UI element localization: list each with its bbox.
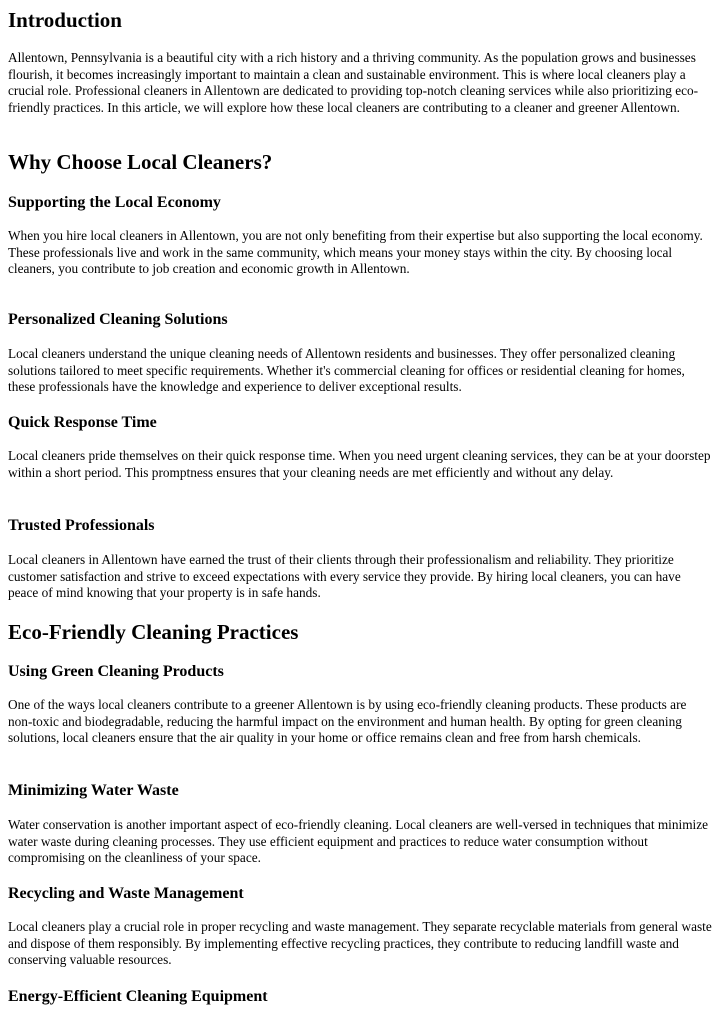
eco-friendly-heading: Eco-Friendly Cleaning Practices: [8, 620, 299, 644]
trusted-paragraph: Local cleaners in Allentown have earned the trust of their clients through their professionalism and reliability. They prioritize customer satisfaction and strive to exceed expectations with every service they provide. By hiring local cleaners, you can have peace of mind knowing that your property is in safe hands.: [8, 552, 681, 601]
economy-heading: Supporting the Local Economy: [8, 194, 221, 211]
intro-paragraph: Allentown, Pennsylvania is a beautiful city with a rich history and a thriving community. As the population grows and businesses flourish, it becomes increasingly important to maintain a clean and sustainable environment. This is where local cleaners play a crucial role. Professional cleaners in Allentown are dedicated to providing top-notch cleaning services while also prioritizing eco-friendly practices. In this article, we will explore how these local cleaners are contributing to a cleaner and greener Allentown.: [8, 50, 699, 116]
water-waste-paragraph: Water conservation is another important aspect of eco-friendly cleaning. Local cleaners are well-versed in techniques that minimize water waste during cleaning processes. They use efficient equipment and practices to reduce water consumption without compromising on the cleanliness of your space.: [8, 817, 709, 866]
energy-equipment-heading: Energy-Efficient Cleaning Equipment: [8, 988, 268, 1005]
quick-response-heading: Quick Response Time: [8, 414, 157, 431]
recycling-heading: Recycling and Waste Management: [8, 885, 244, 902]
quick-response-paragraph: Local cleaners pride themselves on their quick response time. When you need urgent cleaning services, they can be at your doorstep within a short period. This promptness ensures that your cleaning needs are met efficiently and without any delay.: [8, 448, 711, 480]
water-waste-heading: Minimizing Water Waste: [8, 782, 179, 799]
recycling-paragraph: Local cleaners play a crucial role in proper recycling and waste management. They separate recyclable materials from general waste and dispose of them responsibly. By implementing effective recycling practices, they contribute to reducing landfill waste and conserving valuable resources.: [8, 919, 712, 968]
trusted-heading: Trusted Professionals: [8, 517, 155, 534]
personalized-heading: Personalized Cleaning Solutions: [8, 311, 228, 328]
why-local-heading: Why Choose Local Cleaners?: [8, 150, 273, 174]
economy-paragraph: When you hire local cleaners in Allentown, you are not only benefiting from their expertise but also supporting the local economy. These professionals live and work in the same community, which means your money stays within the city. By choosing local cleaners, you contribute to job creation and economic growth in Allentown.: [8, 228, 703, 277]
personalized-paragraph: Local cleaners understand the unique cleaning needs of Allentown residents and businesses. They offer personalized cleaning solutions tailored to meet specific requirements. Whether it's commercial cleaning for offices or residential cleaning for homes, these professionals have the knowledge and experience to deliver exceptional results.: [8, 346, 685, 395]
intro-heading: Introduction: [8, 8, 122, 32]
green-products-paragraph: One of the ways local cleaners contribute to a greener Allentown is by using eco-friendly cleaning products. These products are non-toxic and biodegradable, reducing the harmful impact on the environment and human health. By opting for green cleaning solutions, local cleaners ensure that the air quality in your home or office remains clean and free from harsh chemicals.: [8, 697, 687, 746]
green-products-heading: Using Green Cleaning Products: [8, 663, 224, 680]
